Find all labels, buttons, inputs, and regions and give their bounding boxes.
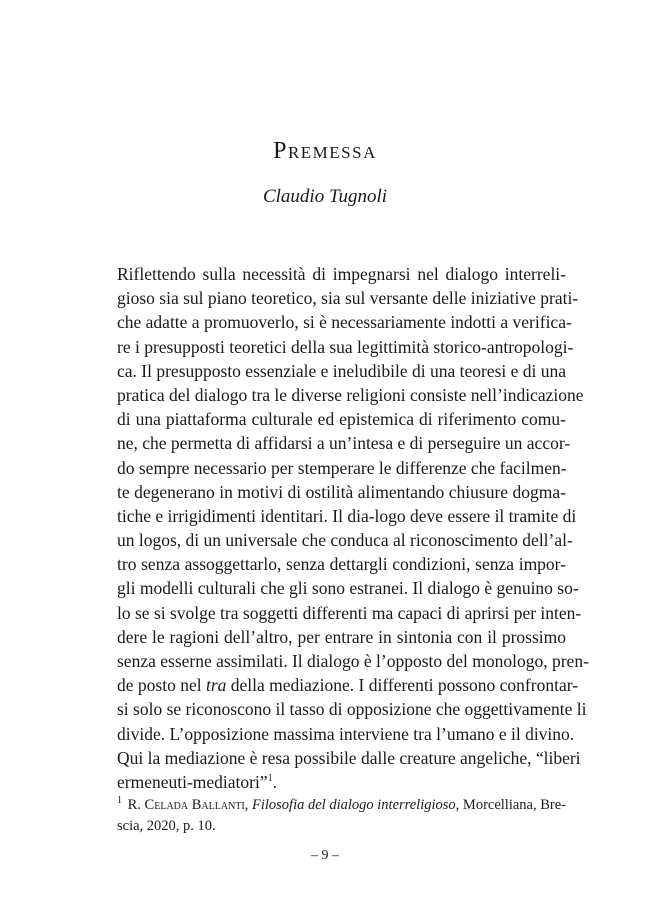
footnote-publisher: , Morcelliana, Bre-	[455, 797, 566, 813]
text-segment: della mediazione. I differenti possono confrontar-	[226, 675, 579, 696]
text-line: tiche e irrigidimenti identitari. Il dia-logo deve essere il tramite di	[117, 505, 577, 526]
text-segment: .	[272, 771, 277, 792]
text-line	[117, 673, 579, 697]
text-line: gli modelli culturali che gli sono estranei. Il dialogo è genuino so-	[117, 578, 579, 599]
text-line: si solo se riconoscono il tasso di opposizione che oggettivamente li	[117, 699, 587, 720]
text-line: di una piattaforma culturale ed epistemica di riferimento comu-	[117, 409, 566, 430]
footnote	[117, 795, 566, 837]
text-line: divide. L’opposizione massima interviene tra l’umano e il divino.	[117, 723, 575, 744]
text-line: un logos, di un universale che conduca al riconoscimento dell’al-	[117, 530, 573, 551]
text-line: do sempre necessario per stemperare le differenze che facilmen-	[117, 457, 567, 478]
text-line: gioso sia sul piano teoretico, sia sul versante delle iniziative prati-	[117, 288, 579, 309]
text-line: dere le ragioni dell’altro, per entrare in sintonia con il prossimo	[117, 626, 566, 647]
chapter-author: Claudio Tugnoli	[262, 186, 388, 207]
body-paragraph	[117, 262, 589, 794]
text-line: che adatte a promuoverlo, si è necessariamente indotti a verifica-	[117, 312, 572, 333]
text-line: Qui la mediazione è resa possibile dalle creature angeliche, “liberi	[117, 747, 581, 768]
footnote-line: scia, 2020, p. 10.	[117, 818, 216, 834]
footnote-number: 1	[117, 795, 122, 807]
text-segment: de posto nel	[117, 675, 206, 696]
chapter-title: Premessa	[273, 138, 377, 164]
text-line: pratica del dialogo tra le diverse religioni consiste nell’indicazione	[117, 384, 584, 405]
text-segment: ermeneuti-mediatori”	[117, 771, 268, 792]
text-line: Riflettendo sulla necessità di impegnarsi nel dialogo interreli-	[117, 264, 566, 284]
text-line: re i presupposti teoretici della sua legittimità storico-antropologi-	[117, 336, 574, 357]
text-line: lo se si svolge tra soggetti differenti ma capaci di aprirsi per inten-	[117, 602, 582, 623]
footnote-work-title: Filosofia del dialogo interreligioso	[251, 797, 456, 813]
text-line	[117, 770, 566, 794]
italic-word: tra	[205, 675, 227, 696]
footnote-reference: 1	[267, 773, 273, 785]
text-line: tro senza assoggettarlo, senza dettargli condizioni, senza impor-	[117, 554, 566, 575]
footnote-line	[117, 795, 566, 816]
text-line: ca. Il presupposto essenziale e ineludibile di una teoresi e di una	[117, 360, 567, 381]
text-line: senza esserne assimilati. Il dialogo è l’opposto del monologo, pren-	[117, 651, 589, 671]
footnote-author: R. Celada Ballanti,	[124, 797, 252, 813]
text-line: ne, che permetta di affidarsi a un’intesa e di perseguire un accor-	[117, 433, 571, 454]
text-line: te degenerano in motivi di ostilità alimentando chiusure dogma-	[117, 481, 566, 502]
page-number: – 9 –	[311, 848, 339, 863]
